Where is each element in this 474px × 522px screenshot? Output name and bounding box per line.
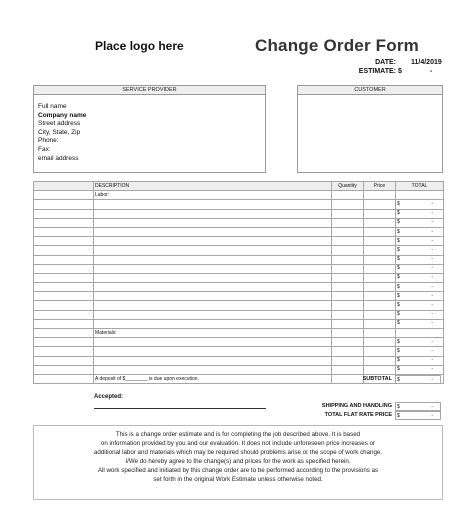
sp-street-address: Street address xyxy=(38,120,81,128)
accepted-signature-line[interactable] xyxy=(94,408,266,409)
table-row[interactable] xyxy=(34,347,444,356)
table-row[interactable] xyxy=(34,283,444,292)
total-value: - xyxy=(431,219,433,226)
description-cell[interactable] xyxy=(94,255,332,264)
price-cell[interactable] xyxy=(364,200,396,209)
quantity-cell[interactable] xyxy=(332,329,364,338)
total-cell[interactable] xyxy=(396,237,444,246)
estimate-label: ESTIMATE: xyxy=(358,68,396,75)
shipping-box[interactable] xyxy=(395,402,441,411)
row-blank-cell[interactable] xyxy=(34,191,94,200)
table-row[interactable] xyxy=(34,365,444,374)
table-row[interactable] xyxy=(34,200,444,209)
total-value: - xyxy=(431,237,433,244)
total-currency: $ xyxy=(397,357,400,364)
quantity-cell[interactable] xyxy=(332,191,364,200)
total-cell[interactable] xyxy=(396,356,444,365)
quantity-cell[interactable] xyxy=(332,209,364,218)
row-blank-cell[interactable] xyxy=(34,237,94,246)
terms-line: This is a change order estimate and is for completing the job described above. It is based xyxy=(115,431,361,438)
total-value: - xyxy=(431,210,433,217)
price-cell[interactable] xyxy=(364,292,396,301)
row-blank-cell[interactable] xyxy=(34,209,94,218)
quantity-cell[interactable] xyxy=(332,273,364,282)
total-value: - xyxy=(431,274,433,281)
service-provider-panel xyxy=(33,85,266,173)
row-blank-cell[interactable] xyxy=(34,255,94,264)
row-blank-cell[interactable] xyxy=(34,365,94,374)
quantity-cell[interactable] xyxy=(332,310,364,319)
quantity-cell[interactable] xyxy=(332,292,364,301)
total-value: - xyxy=(431,283,433,290)
description-cell[interactable] xyxy=(94,209,332,218)
table-body xyxy=(34,191,444,384)
shipping-currency: $ xyxy=(397,404,400,410)
total-currency: $ xyxy=(397,292,400,299)
quantity-cell[interactable] xyxy=(332,319,364,328)
table-row[interactable] xyxy=(34,264,444,273)
total-currency: $ xyxy=(397,256,400,263)
total-cell[interactable] xyxy=(396,283,444,292)
total-cell[interactable] xyxy=(396,273,444,282)
header-price: Price xyxy=(364,182,396,191)
description-cell[interactable] xyxy=(94,264,332,273)
price-cell[interactable] xyxy=(364,329,396,338)
row-blank-cell[interactable] xyxy=(34,338,94,347)
total-value: - xyxy=(431,366,433,373)
table-row[interactable] xyxy=(34,191,444,200)
row-blank-cell[interactable] xyxy=(34,356,94,365)
page-title: Change Order Form xyxy=(255,36,419,55)
total-flat-rate-box[interactable] xyxy=(395,411,441,420)
quantity-cell[interactable] xyxy=(332,218,364,227)
total-cell[interactable] xyxy=(396,209,444,218)
quantity-cell[interactable] xyxy=(332,356,364,365)
logo-placeholder: Place logo here xyxy=(95,39,184,53)
total-cell[interactable] xyxy=(396,264,444,273)
total-currency: $ xyxy=(397,219,400,226)
date-label: DATE: xyxy=(375,59,396,66)
total-cell[interactable] xyxy=(396,329,444,338)
total-value: - xyxy=(431,347,433,354)
row-blank-cell[interactable] xyxy=(34,374,94,383)
row-blank-cell[interactable] xyxy=(34,227,94,236)
total-cell[interactable] xyxy=(396,246,444,255)
quantity-cell[interactable] xyxy=(332,227,364,236)
total-currency: $ xyxy=(397,237,400,244)
price-cell[interactable] xyxy=(364,264,396,273)
customer-heading: CUSTOMER xyxy=(298,86,442,95)
total-currency: $ xyxy=(397,228,400,235)
table-row[interactable] xyxy=(34,310,444,319)
customer-panel xyxy=(297,85,443,173)
row-blank-cell[interactable] xyxy=(34,319,94,328)
total-flat-rate-currency: $ xyxy=(397,413,400,419)
row-blank-cell[interactable] xyxy=(34,283,94,292)
table-row[interactable] xyxy=(34,338,444,347)
total-currency: $ xyxy=(397,246,400,253)
terms-box xyxy=(33,425,443,500)
total-currency: $ xyxy=(397,200,400,207)
table-row[interactable] xyxy=(34,356,444,365)
date-value: 11/4/2019 xyxy=(411,59,442,66)
description-cell[interactable] xyxy=(94,365,332,374)
price-cell[interactable] xyxy=(364,255,396,264)
sp-email: email address xyxy=(38,154,79,162)
table-header-row xyxy=(34,182,444,191)
total-currency: $ xyxy=(397,265,400,272)
total-value: - xyxy=(431,256,433,263)
description-cell[interactable] xyxy=(94,347,332,356)
total-cell[interactable] xyxy=(396,365,444,374)
total-value: - xyxy=(431,246,433,253)
table-row[interactable] xyxy=(34,237,444,246)
materials-label: Materials: xyxy=(94,329,332,338)
total-currency: $ xyxy=(397,274,400,281)
sp-fax: Fax: xyxy=(38,145,51,153)
row-blank-cell[interactable] xyxy=(34,310,94,319)
table-row[interactable] xyxy=(34,246,444,255)
table-row[interactable] xyxy=(34,227,444,236)
total-value: - xyxy=(431,292,433,299)
quantity-cell[interactable] xyxy=(332,237,364,246)
total-value: - xyxy=(431,200,433,207)
row-blank-cell[interactable] xyxy=(34,246,94,255)
total-currency: $ xyxy=(397,338,400,345)
total-cell[interactable] xyxy=(396,338,444,347)
subtotal-label: SUBTOTAL xyxy=(362,376,392,382)
total-currency: $ xyxy=(397,210,400,217)
price-cell[interactable] xyxy=(364,273,396,282)
total-flat-rate-value: - xyxy=(431,413,433,419)
row-blank-cell[interactable] xyxy=(34,329,94,338)
quantity-cell[interactable] xyxy=(332,338,364,347)
sp-full-name: Full name xyxy=(38,103,67,110)
price-cell[interactable] xyxy=(364,310,396,319)
price-cell[interactable] xyxy=(364,237,396,246)
service-provider-details xyxy=(34,95,265,163)
description-cell[interactable] xyxy=(94,356,332,365)
description-cell[interactable] xyxy=(94,319,332,328)
subtotal-box[interactable] xyxy=(395,375,441,384)
total-currency: $ xyxy=(397,320,400,327)
header-description: DESCRIPTION xyxy=(94,182,332,191)
table-row[interactable] xyxy=(34,292,444,301)
price-cell[interactable] xyxy=(364,227,396,236)
total-cell[interactable] xyxy=(396,200,444,209)
table-row[interactable] xyxy=(34,329,444,338)
description-cell[interactable] xyxy=(94,200,332,209)
price-cell[interactable] xyxy=(364,365,396,374)
description-cell[interactable] xyxy=(94,273,332,282)
sp-city-state-zip: City, State, Zip xyxy=(38,128,81,136)
row-blank-cell[interactable] xyxy=(34,292,94,301)
description-cell[interactable] xyxy=(94,227,332,236)
total-cell[interactable] xyxy=(396,347,444,356)
total-value: - xyxy=(431,265,433,272)
shipping-value: - xyxy=(431,404,433,410)
terms-line: set forth in the original Work Estimate unless otherwise noted. xyxy=(153,476,323,483)
total-cell[interactable] xyxy=(396,310,444,319)
description-cell[interactable] xyxy=(94,292,332,301)
line-items-table xyxy=(33,181,444,384)
quantity-cell[interactable] xyxy=(332,200,364,209)
total-value: - xyxy=(431,302,433,309)
quantity-cell[interactable] xyxy=(332,246,364,255)
description-cell[interactable] xyxy=(94,283,332,292)
header-quantity: Quantity xyxy=(332,182,364,191)
service-provider-heading: SERVICE PROVIDER xyxy=(34,86,265,95)
total-currency: $ xyxy=(397,302,400,309)
table-row[interactable] xyxy=(34,255,444,264)
price-cell[interactable] xyxy=(364,218,396,227)
price-cell[interactable] xyxy=(364,319,396,328)
description-cell[interactable] xyxy=(94,246,332,255)
price-cell[interactable] xyxy=(364,209,396,218)
table-row[interactable] xyxy=(34,273,444,282)
total-cell[interactable] xyxy=(396,218,444,227)
quantity-cell[interactable] xyxy=(332,255,364,264)
subtotal-currency: $ xyxy=(397,377,400,383)
description-cell[interactable] xyxy=(94,301,332,310)
row-blank-cell[interactable] xyxy=(34,218,94,227)
table-row[interactable] xyxy=(34,301,444,310)
total-cell[interactable] xyxy=(396,292,444,301)
total-value: - xyxy=(431,320,433,327)
labor-label: Labor: xyxy=(94,191,332,200)
terms-line: All work specified and initiated by this change order are to be performed according to the provisions as xyxy=(97,467,379,474)
sp-company-name: Company name xyxy=(38,111,87,119)
table-row[interactable] xyxy=(34,218,444,227)
subtotal-value: - xyxy=(431,377,433,383)
total-cell[interactable] xyxy=(396,301,444,310)
terms-line: I/We do hereby agree to the change(s) and prices for the work as specified herein. xyxy=(125,458,351,465)
estimate-value: - xyxy=(430,68,433,75)
estimate-currency: $ xyxy=(398,68,402,75)
quantity-cell[interactable] xyxy=(332,347,364,356)
price-cell[interactable] xyxy=(364,347,396,356)
header-blank xyxy=(34,182,94,191)
total-currency: $ xyxy=(397,347,400,354)
total-currency: $ xyxy=(397,283,400,290)
terms-line: additional labor and materials which may be required should problems arise or the scope of work change. xyxy=(93,449,383,456)
price-cell[interactable] xyxy=(364,191,396,200)
description-cell[interactable] xyxy=(94,310,332,319)
price-cell[interactable] xyxy=(364,338,396,347)
accepted-label: Accepted: xyxy=(94,394,124,400)
description-cell[interactable] xyxy=(94,338,332,347)
row-blank-cell[interactable] xyxy=(34,264,94,273)
quantity-cell[interactable] xyxy=(332,365,364,374)
shipping-label: SHIPPING AND HANDLING xyxy=(321,403,392,409)
total-value: - xyxy=(431,311,433,318)
quantity-cell[interactable] xyxy=(332,264,364,273)
price-cell[interactable] xyxy=(364,283,396,292)
row-blank-cell[interactable] xyxy=(34,200,94,209)
table-row[interactable] xyxy=(34,319,444,328)
description-cell[interactable] xyxy=(94,218,332,227)
total-cell[interactable] xyxy=(396,191,444,200)
quantity-cell[interactable] xyxy=(332,283,364,292)
header-total: TOTAL xyxy=(396,182,444,191)
total-currency: $ xyxy=(397,366,400,373)
total-flat-rate-label: TOTAL FLAT RATE PRICE xyxy=(324,412,392,418)
quantity-cell[interactable] xyxy=(332,301,364,310)
total-cell[interactable] xyxy=(396,319,444,328)
price-cell[interactable] xyxy=(364,246,396,255)
row-blank-cell[interactable] xyxy=(34,347,94,356)
total-cell[interactable] xyxy=(396,227,444,236)
deposit-text: A deposit of $________ is due upon execution. xyxy=(94,374,332,383)
price-cell[interactable] xyxy=(364,301,396,310)
table-row[interactable] xyxy=(34,209,444,218)
total-value: - xyxy=(431,338,433,345)
price-cell[interactable] xyxy=(364,356,396,365)
total-cell[interactable] xyxy=(396,255,444,264)
sp-phone: Phone: xyxy=(38,137,59,145)
total-value: - xyxy=(431,357,433,364)
row-blank-cell[interactable] xyxy=(34,301,94,310)
total-currency: $ xyxy=(397,311,400,318)
total-value: - xyxy=(431,228,433,235)
description-cell[interactable] xyxy=(94,237,332,246)
row-blank-cell[interactable] xyxy=(34,273,94,282)
terms-line: on information provided by you and our evaluation. It does not include unforeseen price increases or xyxy=(100,440,376,447)
